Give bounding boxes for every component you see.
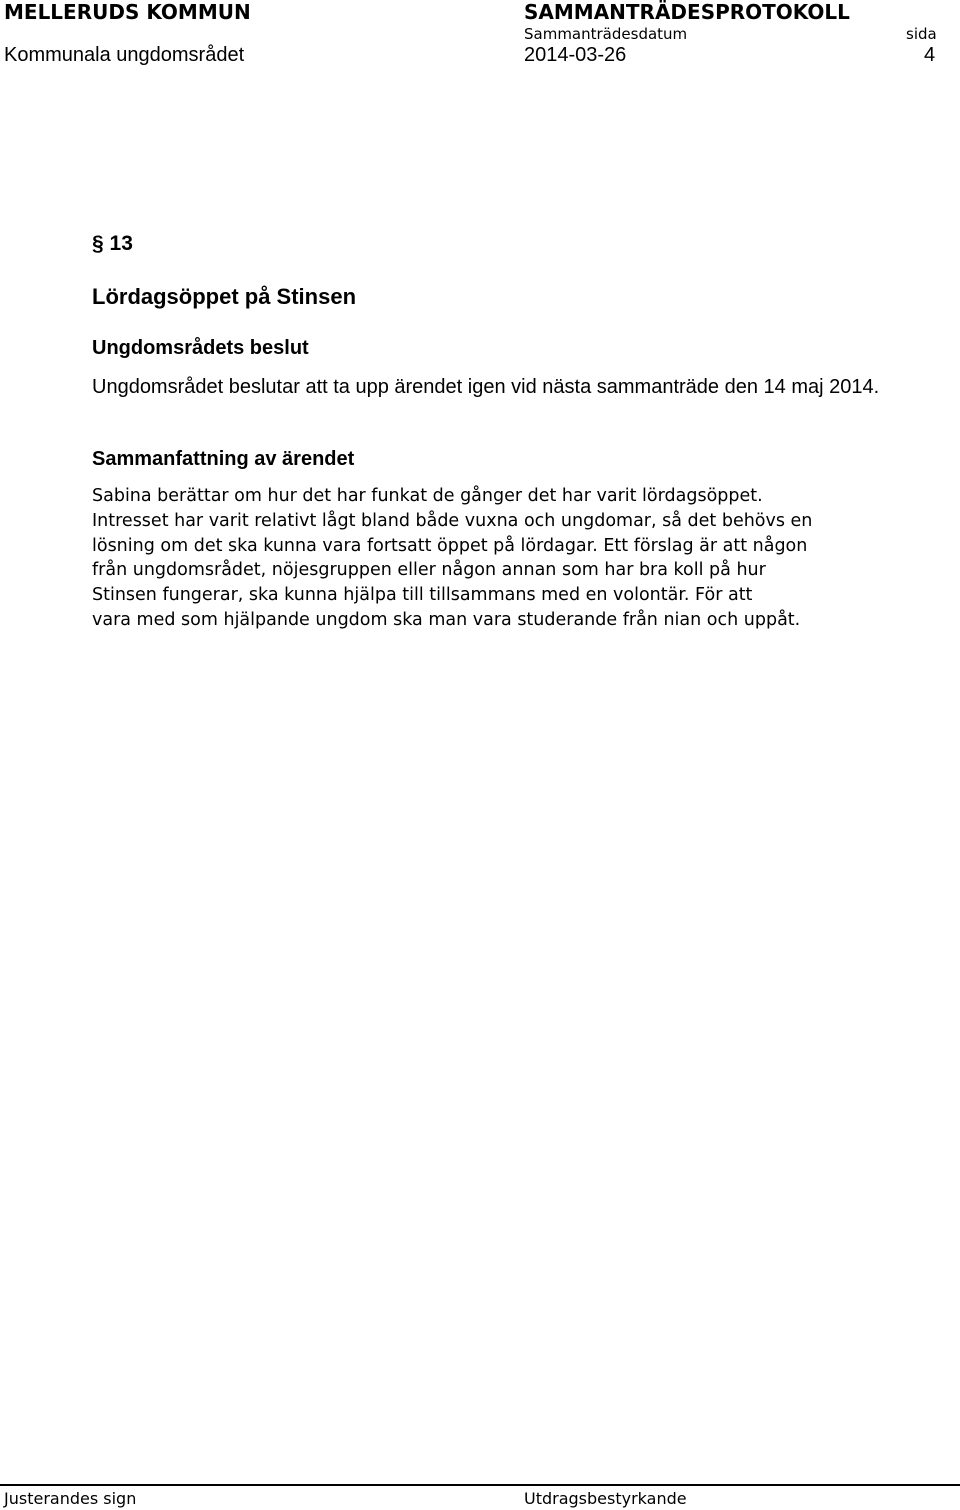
document-type: SAMMANTRÄDESPROTOKOLL [524,0,850,24]
summary-line: Intresset har varit relativt lågt bland både vuxna och ungdomar, så det behövs en [92,510,813,531]
summary-line: Sabina berättar om hur det har funkat de gånger det har varit lördagsöppet. [92,486,763,506]
section-title: Lördagsöppet på Stinsen [92,284,357,309]
summary-line: från ungdomsrådet, nöjesgruppen eller någon annan som har bra koll på hur [92,560,766,581]
signature-label: Justerandes sign [4,1489,137,1508]
page-number: 4 [924,44,936,66]
summary-line: vara med som hjälpande ungdom ska man vara studerande från nian och uppåt. [92,609,801,630]
meeting-date: 2014-03-26 [524,44,627,66]
organization-name: MELLERUDS KOMMUN [4,0,251,24]
body-name: Kommunala ungdomsrådet [4,44,245,66]
page-label: sida [906,25,937,43]
summary-heading: Sammanfattning av ärendet [92,448,355,470]
summary-line: lösning om det ska kunna vara fortsatt öppet på lördagar. Ett förslag är att någon [92,535,808,556]
paragraph-number: § 13 [92,232,133,255]
summary-line: Stinsen fungerar, ska kunna hjälpa till tillsammans med en volontär. För att [92,585,753,606]
summary-text [92,484,812,633]
footer-divider [0,1484,960,1486]
decision-text: Ungdomsrådet beslutar att ta upp ärendet igen vid nästa sammanträde den 14 maj 2014. [92,376,880,398]
date-label: Sammanträdesdatum [524,25,688,43]
certification-label: Utdragsbestyrkande [524,1489,687,1508]
decision-heading: Ungdomsrådets beslut [92,337,309,359]
